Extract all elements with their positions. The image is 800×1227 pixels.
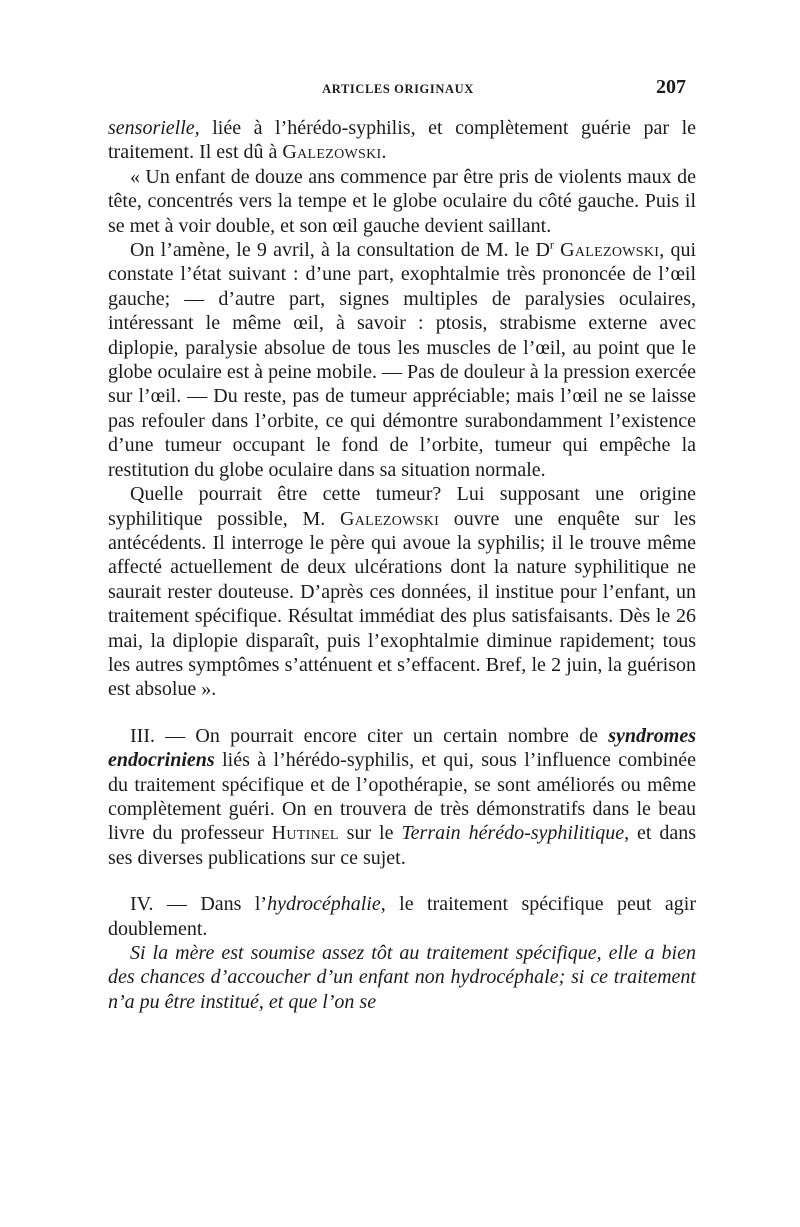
text-run: liée à l’hérédo-syphilis, et complètement guérie par le traitement. Il est dû à — [108, 117, 696, 164]
text-run: « Un enfant de douze ans commence par être pris de violents maux de tête, concentrés vers la tempe et le globe oculaire du côté gauche. Puis il se met à voir double, et son œil gauche devient saillant. — [108, 165, 696, 237]
paragraph-1 — [108, 116, 696, 165]
superscript: r — [549, 237, 554, 252]
text-run: Quelle pourrait être cette tumeur? Lui supposant une origine syphilitique possible, M. — [108, 483, 696, 530]
page-number: 207 — [656, 76, 686, 98]
text-run: liés à l’hérédo-syphilis, et qui, sous l’influence combinée du traitement spécifique et de l’opothérapie, se sont améliorés ou même complètement guéri. On en trouvera de très démonstratifs dans le beau livre du professeur — [108, 749, 696, 845]
body-text — [108, 116, 696, 1014]
text-run: . — [381, 141, 387, 164]
text-run: On l’amène, le 9 avril, à la consultation de M. le D — [130, 239, 550, 262]
author-name: Galezowski — [282, 141, 382, 164]
paragraph-2 — [108, 165, 696, 238]
italic-term: sensorielle, — [108, 117, 200, 139]
text-run: ouvre une enquête sur les antécédents. Il interroge le père qui avoue la syphilis; il le trouve même affecté actuellement de deux ulcérations dont la nature syphilitique ne saurait rester douteuse. D’après ces données, il institue pour l’enfant, un traitement spécifique. Résultat immédiat des plus satisfaisants. Dès le 26 mai, la diplopie disparaît, puis l’exophtalmie diminue rapidement; tous les autres symptômes s’atténuent et s’effacent. Bref, le 2 juin, la guérison est absolue ». — [108, 507, 696, 701]
paragraph-3 — [108, 238, 696, 482]
italic-term: syndromes endocriniens — [108, 724, 696, 772]
paragraph-6 — [108, 892, 696, 941]
paragraph-5 — [108, 724, 696, 870]
text-run: IV. — Dans l’ — [130, 893, 268, 916]
paragraph-4 — [108, 482, 696, 702]
text-run: III. — On pourrait encore citer un certain nombre de — [130, 724, 609, 747]
running-head: ARTICLES ORIGINAUX — [322, 82, 474, 96]
book-title: Terrain hérédo-syphilitique — [401, 822, 625, 845]
author-name: Galezowski — [560, 239, 660, 262]
text-run: sur le — [338, 822, 402, 845]
text-run: Si la mère est soumise assez tôt au traitement spécifique, elle a bien des chances d’accoucher d’un enfant non hydrocéphale; si ce traitement n’a pu être institué, et que l’on se — [108, 942, 696, 1013]
author-name: Hutinel — [271, 822, 339, 845]
text-run: , le traitement spécifique peut agir doublement. — [108, 893, 696, 940]
italic-term: hydrocéphalie — [267, 893, 381, 916]
text-run: , qui constate l’état suivant : d’une part, exophtalmie très prononcée de l’œil gauche; — d’autre part, signes multiples de paralysies oculaires, intéressant le même œil, à savoir : ptosis, strabisme externe avec diplopie, paralysie absolue de tous les muscles de l’œil, au point que le globe oculaire est à peine mobile. — Pas de douleur à la pression exercée sur l’œil. — Du reste, pas de tumeur appréciable; mais l’œil ne se laisse pas refouler dans l’orbite, ce qui démontre surabondamment l’existence d’une tumeur occupant le fond de l’orbite, tumeur qui empêche la restitution du globe oculaire dans sa situation normale. — [108, 239, 697, 481]
page-header — [108, 76, 688, 104]
author-name: Galezowski — [339, 507, 440, 530]
text-run: , et dans ses diverses publications sur ce sujet. — [108, 822, 696, 869]
paragraph-7 — [108, 941, 696, 1014]
